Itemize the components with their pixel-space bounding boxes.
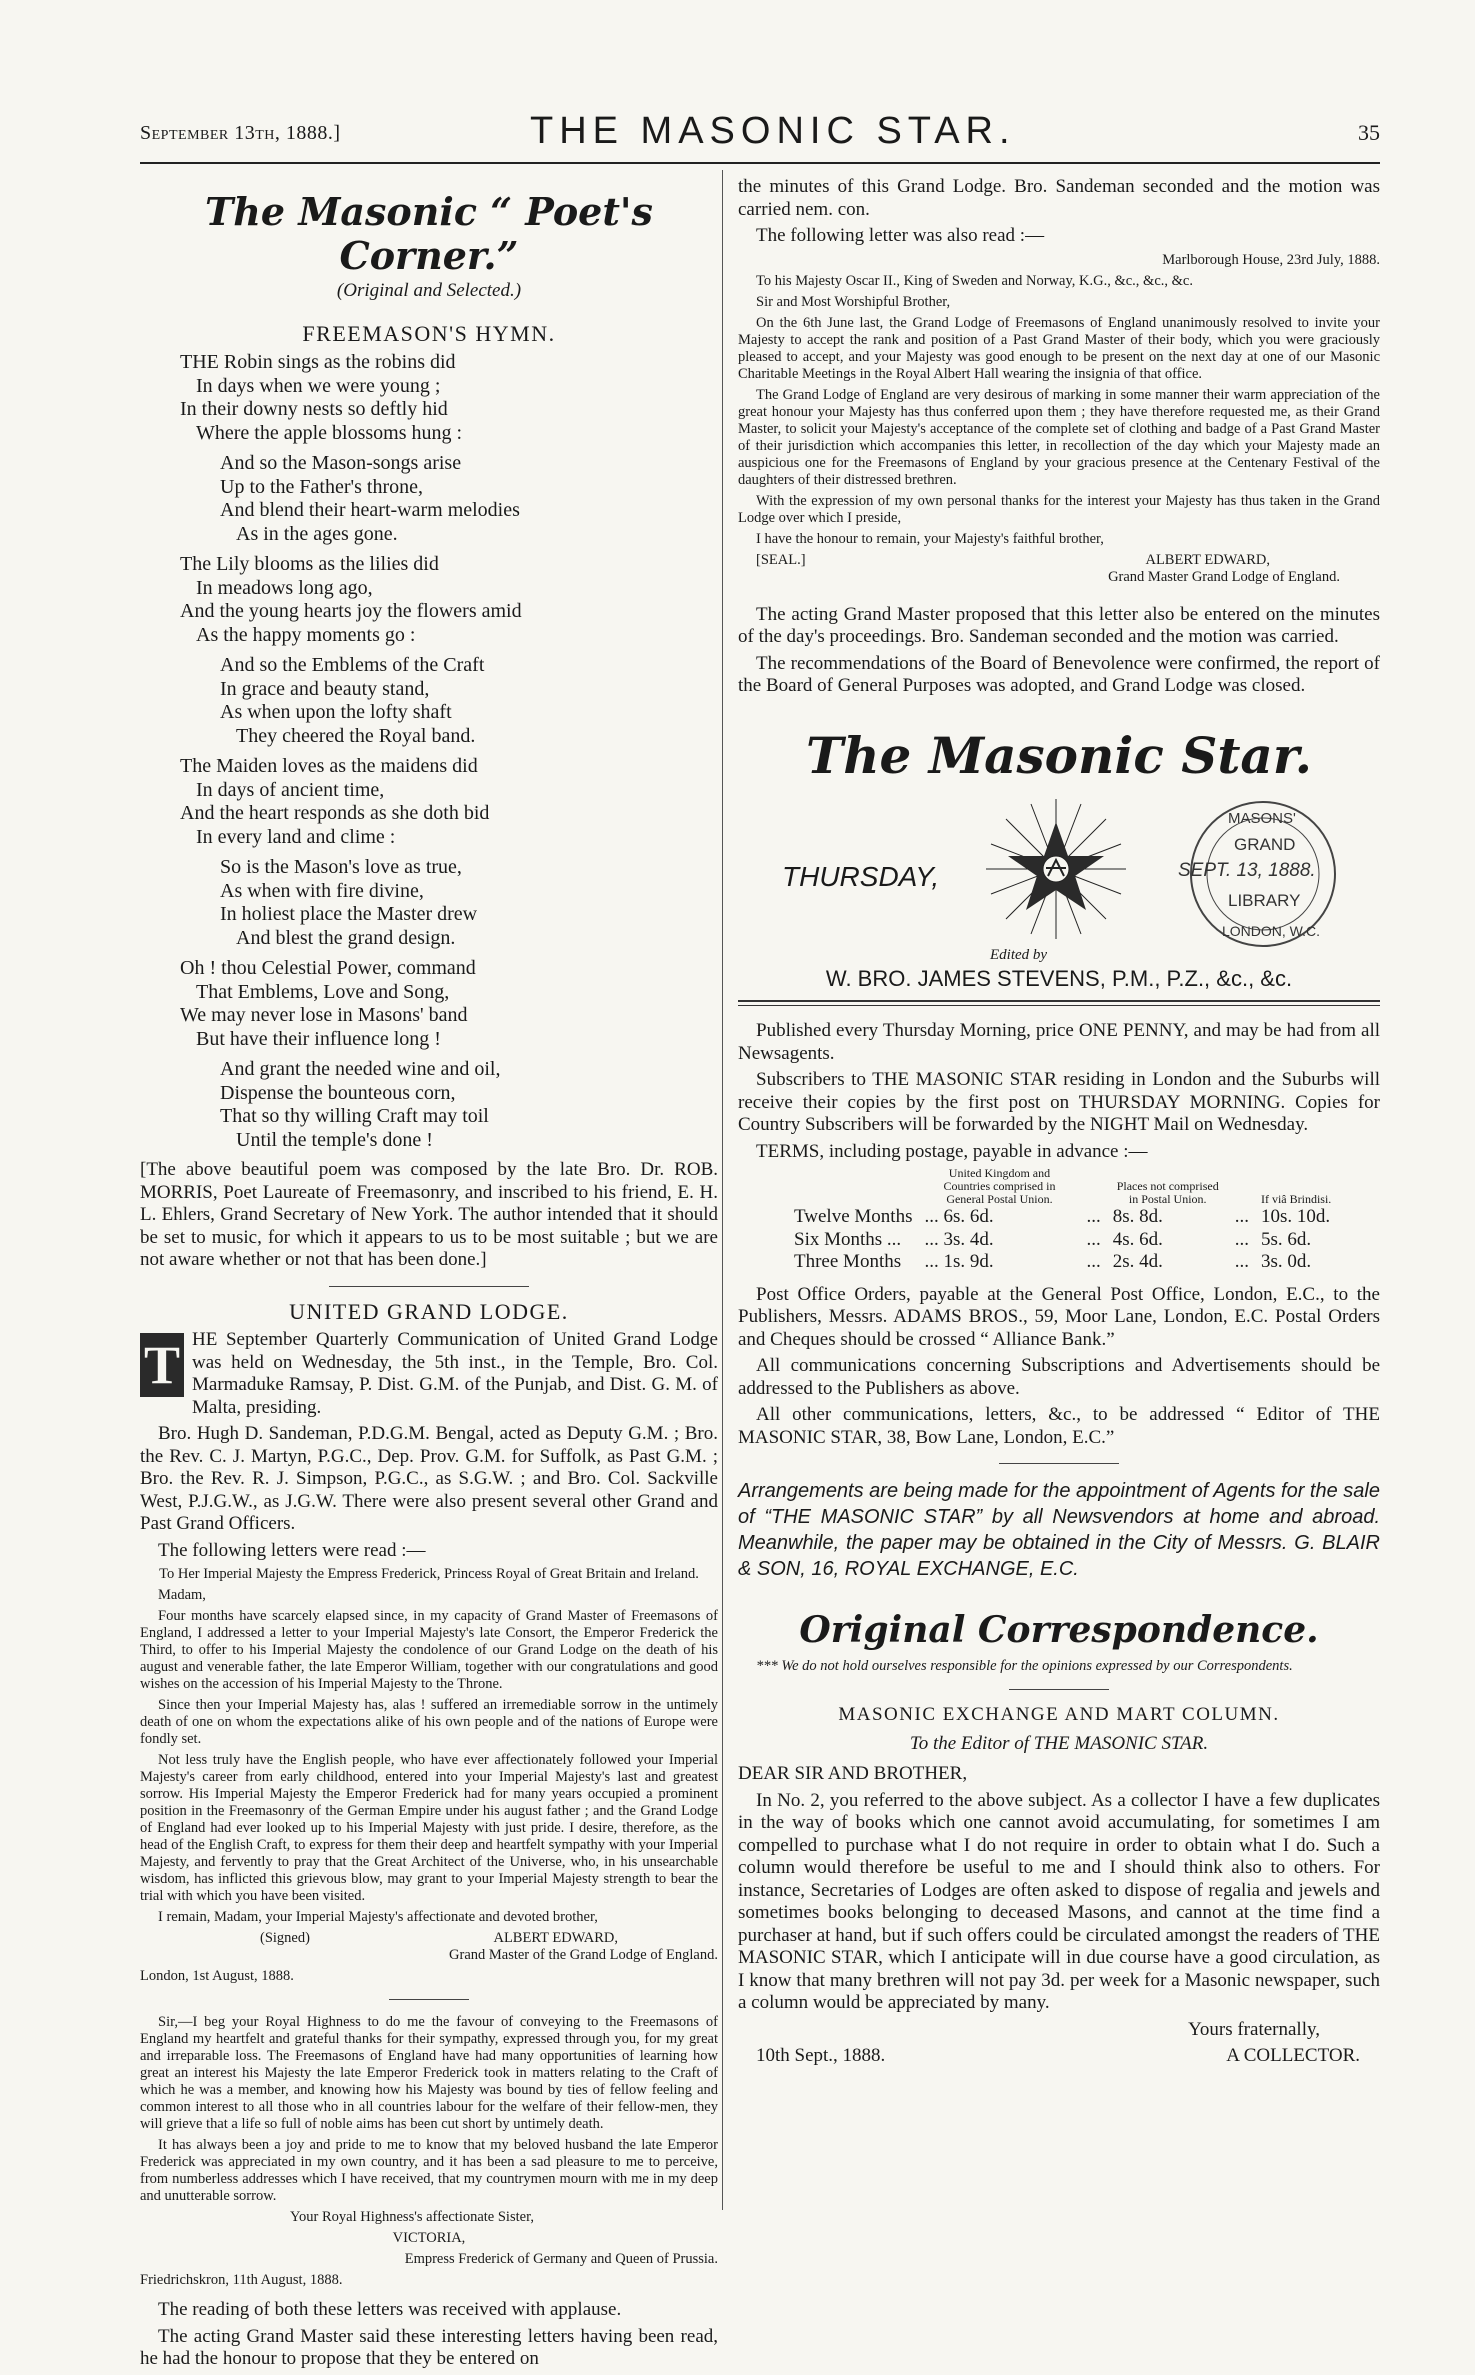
poem-line: In days of ancient time, bbox=[196, 778, 385, 801]
letter-signature bbox=[738, 552, 1380, 569]
rates-cell: ... 6s. 6d. bbox=[924, 1206, 994, 1227]
poem-line: In holiest place the Master drew bbox=[220, 903, 478, 925]
rates-cell: ... bbox=[1086, 1228, 1101, 1250]
section-rule bbox=[329, 1286, 529, 1287]
ugl-paragraph: The following letter was also read :— bbox=[756, 225, 1045, 246]
mart-closing: Yours fraternally, bbox=[1188, 2018, 1320, 2040]
ugl-paragraph: The acting Grand Master proposed that this letter also be entered on the minutes of the day's proceedings. Bro. Sandeman seconded and the motion was carried. bbox=[738, 603, 1380, 647]
poem-line: And grant the needed wine and oil, bbox=[220, 1058, 501, 1080]
issue-date: September 13th, 1888.] bbox=[140, 122, 341, 144]
masthead-row bbox=[738, 794, 1380, 964]
rates-header bbox=[788, 1167, 918, 1206]
section-rule bbox=[999, 1463, 1119, 1464]
stanza bbox=[180, 957, 718, 1051]
poem-note: [The above beautiful poem was composed by the late Bro. Dr. ROB. MORRIS, Poet Laureate of Freemasonry, and inscribed to his friend, E. H. L. Ehlers, Grand Secretary of New York. The author intended that it should be set to music, for which it appears to us to be most suitable ; but we are not aware whether or not that has been done.] bbox=[140, 1159, 718, 1270]
publication-paragraph: All communications concerning Subscriptions and Advertisements should be addressed to the Publishers as above. bbox=[738, 1355, 1380, 1399]
stamp-date: SEPT. 13, 1888. bbox=[1178, 859, 1316, 881]
rates-cell: ... bbox=[1086, 1206, 1101, 1227]
rates-header bbox=[1229, 1167, 1255, 1206]
letter-address: To his Majesty Oscar II., King of Sweden and Norway, K.G., &c., &c., &c. bbox=[756, 272, 1193, 289]
stanza bbox=[180, 553, 718, 647]
letter-closing: Your Royal Highness's affectionate Sister, bbox=[290, 2209, 534, 2225]
signer-name: VICTORIA, bbox=[392, 2230, 466, 2246]
newspaper-title: THE MASONIC STAR. bbox=[530, 110, 1016, 152]
section-rule bbox=[1009, 1689, 1109, 1690]
rates-cell: 3s. 0d. bbox=[1260, 1251, 1312, 1272]
poem-line: And so the Mason-songs arise bbox=[220, 452, 462, 474]
letter-paragraph: Sir,—I beg your Royal Highness to do me the favour of conveying to the Freemasons of England my heartfelt and grateful thanks for their sympathy, expressed through you, for my great and irreparable loss. The Freemasons of England have had many opportunities of learning how great an interest his Majesty the late Emperor Frederick took in matters relating to the Craft of which he was a member, and knowing how his Majesty was bound by ties of fellow feeling and common interest to all those who in all countries labour for the welfare of their fellow-men, they will grieve that a life so full of noble aims has been cut short by untimely death. bbox=[140, 2014, 718, 2132]
stanza bbox=[180, 1058, 718, 1152]
poem-line: Where the apple blossoms hung : bbox=[196, 421, 463, 444]
letter-from-empress bbox=[140, 2014, 718, 2289]
signer-name: ALBERT EDWARD, bbox=[493, 1930, 618, 1946]
publication-paragraph: All other communications, letters, &c., to be addressed “ Editor of THE MASONIC STAR, 38, Bow Lane, London, E.C.” bbox=[738, 1404, 1380, 1448]
poets-corner-subtitle: (Original and Selected.) bbox=[336, 280, 522, 301]
rates-cell: Six Months ... bbox=[794, 1228, 902, 1250]
signer-title: Grand Master of the Grand Lodge of England. bbox=[449, 1947, 718, 1963]
rates-header-row bbox=[788, 1167, 1337, 1206]
letter-closing: I remain, Madam, your Imperial Majesty's affectionate and devoted brother, bbox=[158, 1909, 598, 1925]
poem-line: We may never lose in Masons' band bbox=[180, 1004, 468, 1026]
stanza bbox=[180, 654, 718, 748]
mart-signer: A COLLECTOR. bbox=[1226, 2045, 1360, 2066]
poem-line: In their downy nests so deftly hid bbox=[180, 398, 448, 420]
mart-body: In No. 2, you referred to the above subject. As a collector I have a few duplicates in the way of books which one cannot avoid accumulating, for sometimes I am compelled to purchase what I do not require in order to obtain what I do. Such a column would therefore be useful to me and I should think also to others. For instance, Secretaries of Lodges are often asked to dispose of regalia and jewels and sometimes books belonging to deceased Masons, and cannot at the time find a purchaser at hand, but if such offers could be circulated amongst the readers of THE MASONIC STAR, which I anticipate will in due course have a good circulation, as I know that many brethren will not pay 3d. per week for a Masonic newspaper, such a column would be appreciated by many. bbox=[738, 1789, 1380, 2013]
rates-cell: 10s. 10d. bbox=[1260, 1206, 1331, 1227]
poem-line: The Maiden loves as the maidens did bbox=[180, 755, 478, 777]
editor-name: W. BRO. JAMES STEVENS, P.M., P.Z., &c., &c. bbox=[825, 965, 1293, 991]
rates-header: United Kingdom and Countries comprised in General Postal Union. bbox=[943, 1166, 1056, 1206]
rates-cell: ... bbox=[1086, 1251, 1101, 1272]
library-stamp bbox=[1178, 794, 1348, 954]
publication-paragraph: Subscribers to THE MASONIC STAR residing in London and the Suburbs will receive their copies by the first post on THURSDAY MORNING. Copies for Country Subscribers will be forwarded by the NIGHT Mail on Wednesday. bbox=[738, 1069, 1380, 1135]
poem-line: And so the Emblems of the Craft bbox=[220, 654, 485, 676]
correspondence-disclaimer: *** We do not hold ourselves responsible for the opinions expressed by our Correspondents. bbox=[756, 1658, 1293, 1674]
poem-line: That Emblems, Love and Song, bbox=[196, 980, 450, 1003]
letter-paragraph: The Grand Lodge of England are very desirous of marking in some manner their warm appreciation of the great honour your Majesty has thus conferred upon them ; they have therefore requested me, as their Grand Master, to solicit your Majesty's acceptance of the complete set of clothing and badge of a Past Grand Master of their jurisdiction which accompanies this letter, in recollection of the day which your Majesty made an auspicious one for the Freemasons of England by your gracious presence at the Centenary Festival of the daughters of their distressed brethren. bbox=[738, 386, 1380, 488]
poem-line: So is the Mason's love as true, bbox=[220, 856, 462, 878]
stamp-text-grand: GRAND bbox=[1234, 834, 1296, 854]
stanza bbox=[180, 856, 718, 950]
poem-line: The Lily blooms as the lilies did bbox=[180, 553, 439, 575]
poem-line: And blend their heart-warm melodies bbox=[220, 499, 520, 521]
rates-header bbox=[1080, 1167, 1106, 1206]
stanza bbox=[180, 351, 718, 445]
letter-paragraph: Four months have scarcely elapsed since, in my capacity of Grand Master of Freemasons of England, I addressed a letter to your Imperial Majesty's late Consort, the Emperor Frederick the Third, to offer to his Imperial Majesty the condolence of our Grand Lodge on the death of his august and venerable father, the late Emperor William, together with our congratulations and good wishes on the accession of his Imperial Majesty to the Throne. bbox=[140, 1608, 718, 1692]
letter-signature bbox=[140, 1930, 718, 1947]
rates-row bbox=[788, 1251, 1337, 1274]
letter-to-empress bbox=[140, 1566, 718, 1985]
signed-label: (Signed) bbox=[260, 1930, 310, 1946]
stamp-text-library: LIBRARY bbox=[1228, 890, 1301, 910]
poem-line: They cheered the Royal band. bbox=[236, 724, 476, 747]
ugl-paragraph: HE September Quarterly Communication of United Grand Lodge was held on Wednesday, the 5th inst., in the Temple, Bro. Col. Marmaduke Ramsay, P. Dist. G.M. of the Punjab, and Dist. G. M. of Malta, presiding. bbox=[192, 1329, 718, 1418]
terms-paragraph: TERMS, including postage, payable in advance :— bbox=[756, 1140, 1148, 1162]
letter-salutation: Madam, bbox=[158, 1587, 206, 1603]
signer-title: Grand Master Grand Lodge of England. bbox=[1108, 568, 1340, 585]
hymn-poem bbox=[180, 351, 718, 1152]
mart-date: 10th Sept., 1888. bbox=[756, 2045, 886, 2066]
poem-line: Until the temple's done ! bbox=[236, 1128, 433, 1151]
poem-line: And the young hearts joy the flowers amid bbox=[180, 600, 522, 622]
rates-row bbox=[788, 1229, 1337, 1252]
poem-line: Up to the Father's throne, bbox=[220, 475, 424, 498]
stanza bbox=[180, 452, 718, 546]
rates-header: If viâ Brindisi. bbox=[1260, 1192, 1332, 1206]
stanza bbox=[180, 755, 718, 849]
rates-cell: 8s. 8d. bbox=[1112, 1206, 1163, 1227]
rates-cell: ... 1s. 9d. bbox=[924, 1251, 994, 1272]
rates-row bbox=[788, 1206, 1337, 1229]
rates-cell: Twelve Months bbox=[794, 1206, 913, 1227]
mart-salutation: DEAR SIR AND BROTHER, bbox=[738, 1763, 968, 1784]
original-correspondence-title: Original Correspondence. bbox=[799, 1609, 1319, 1651]
rates-cell: Three Months bbox=[794, 1251, 902, 1272]
letter-paragraph: Not less truly have the English people, who have ever affectionately followed your Imperial Majesty's career from early childhood, entered into your Imperial Majesty's last and greatest sorrow. His Imperial Majesty the Emperor Frederick had for many years occupied a prominent position in the Freemasonry of the German Empire under his august father ; and the Grand Lodge of England had ever looked up to his Imperial Majesty with just pride. I desire, therefore, as the head of the English Craft, to express for them their deep and heartfelt sympathy with your Imperial Majesty, and fervently to pray that the Great Architect of the Universe, who, in his unsearchable wisdom, has inflicted this grievous blow, may grant to your Imperial Majesty strength to bear the trial with which you have been visited. bbox=[140, 1752, 718, 1904]
rates-cell: 4s. 6d. bbox=[1112, 1228, 1163, 1250]
agents-notice: Arrangements are being made for the appointment of Agents for the sale of “THE MASONIC STAR” by all Newsvendors at home and abroad. Meanwhile, the paper may be obtained in the City of Messrs. G. BLAIR & SON, 16, ROYAL EXCHANGE, E.C. bbox=[738, 1480, 1380, 1580]
masthead-double-rule bbox=[738, 1000, 1380, 1006]
poets-corner-title: The Masonic “ Poet's Corner.” bbox=[205, 189, 653, 278]
letter-paragraph: Since then your Imperial Majesty has, alas ! suffered an irremediable sorrow in the untimely death of one on whom the expectations alike of his own people and of the nations of Europe were fondly set. bbox=[140, 1697, 718, 1747]
header-rule bbox=[140, 162, 1380, 164]
stamp-text-top: MASONS' bbox=[1228, 809, 1296, 827]
left-column bbox=[140, 176, 718, 2375]
rates-cell: ... bbox=[1234, 1251, 1249, 1272]
letter-date: London, 1st August, 1888. bbox=[140, 1968, 294, 1984]
seal-label: [SEAL.] bbox=[756, 551, 806, 568]
poem-line: As when with fire divine, bbox=[220, 879, 424, 902]
ugl-paragraph: The acting Grand Master said these interesting letters having been read, he had the honour to propose that they be entered on bbox=[140, 2325, 718, 2369]
poem-line: THE Robin sings as the robins did bbox=[180, 351, 456, 373]
poem-line: And blest the grand design. bbox=[236, 926, 456, 949]
rates-header: Places not comprised in Postal Union. bbox=[1116, 1179, 1219, 1206]
signer-name: ALBERT EDWARD, bbox=[1145, 551, 1270, 568]
right-column bbox=[738, 176, 1380, 2068]
mart-addressee: To the Editor of THE MASONIC STAR. bbox=[909, 1732, 1209, 1754]
hymn-title: FREEMASON'S HYMN. bbox=[302, 320, 556, 346]
mart-signature bbox=[738, 2045, 1380, 2068]
poem-line: In meadows long ago, bbox=[196, 576, 373, 599]
letter-place-date: Marlborough House, 23rd July, 1888. bbox=[1162, 251, 1380, 268]
poem-line: Dispense the bounteous corn, bbox=[220, 1081, 456, 1104]
signer-title: Empress Frederick of Germany and Queen of Prussia. bbox=[404, 2251, 718, 2267]
stamp-text-bottom: LONDON, W.C. bbox=[1222, 922, 1321, 939]
page-number: 35 bbox=[1358, 120, 1380, 145]
letter-closing: I have the honour to remain, your Majesty's faithful brother, bbox=[756, 530, 1104, 547]
mart-column-title: MASONIC EXCHANGE AND MART COLUMN. bbox=[838, 1704, 1280, 1725]
poem-line: In every land and clime : bbox=[196, 825, 396, 848]
poem-line: As when upon the lofty shaft bbox=[220, 701, 452, 723]
letter-date: Friedrichskron, 11th August, 1888. bbox=[140, 2272, 343, 2288]
poem-line: In grace and beauty stand, bbox=[220, 677, 430, 700]
rates-cell: ... 3s. 4d. bbox=[924, 1228, 994, 1250]
rates-cell: ... bbox=[1234, 1228, 1249, 1250]
letter-paragraph: It has always been a joy and pride to me to know that my beloved husband the late Emperor Frederick was appreciated in my own country, and it has been a sad pleasure to me to perceive, from numberless addresses which I have received, that my countrymen mourn with me in my deep and unutterable sorrow. bbox=[140, 2137, 718, 2204]
masthead-title: The Masonic Star. bbox=[806, 725, 1312, 785]
column-divider bbox=[722, 170, 723, 2210]
ugl-paragraph: the minutes of this Grand Lodge. Bro. Sandeman seconded and the motion was carried nem. con. bbox=[738, 176, 1380, 220]
letter-address: To Her Imperial Majesty the Empress Frederick, Princess Royal of Great Britain and Ireland. bbox=[159, 1566, 699, 1582]
poem-line: As the happy moments go : bbox=[196, 623, 416, 646]
drop-cap: T bbox=[140, 1333, 184, 1397]
rates-cell: 5s. 6d. bbox=[1260, 1228, 1312, 1250]
poem-line: But have their influence long ! bbox=[196, 1027, 441, 1050]
rates-cell: ... bbox=[1234, 1206, 1249, 1227]
poem-line: In days when we were young ; bbox=[196, 374, 441, 397]
edited-by-label: Edited by bbox=[990, 946, 1048, 963]
publication-paragraph: Post Office Orders, payable at the General Post Office, London, E.C., to the Publishers, Messrs. ADAMS BROS., 59, Moor Lane, London, E.C. Postal Orders and Cheques should be crossed “ Alliance Bank.” bbox=[738, 1283, 1380, 1350]
united-grand-lodge-title: UNITED GRAND LODGE. bbox=[289, 1298, 569, 1324]
poem-line: Oh ! thou Celestial Power, command bbox=[180, 957, 476, 979]
ugl-paragraph: Bro. Hugh D. Sandeman, P.D.G.M. Bengal, acted as Deputy G.M. ; Bro. the Rev. C. J. Martyn, P.G.C., Dep. Prov. G.M. for Suffolk, as Past G.M. ; Bro. the Rev. R. J. Simpson, P.G.C., as S.G.W. ; and Bro. Col. Sackville West, P.J.G.W., as J.G.W. There were also present several other Grand and Past Grand Officers. bbox=[140, 1423, 718, 1534]
subscription-rates-table bbox=[788, 1167, 1337, 1274]
page-header bbox=[140, 108, 1380, 158]
poem-line: And the heart responds as she doth bid bbox=[180, 802, 490, 824]
ugl-paragraph: The reading of both these letters was received with applause. bbox=[158, 2299, 622, 2320]
letter-paragraph: With the expression of my own personal thanks for the interest your Majesty has thus taken in the Grand Lodge over which I preside, bbox=[738, 492, 1380, 526]
letter-rule bbox=[389, 1999, 469, 2000]
masthead-day: THURSDAY, bbox=[782, 860, 940, 892]
ugl-paragraph: The following letters were read :— bbox=[158, 1539, 426, 1561]
rates-cell: 2s. 4d. bbox=[1112, 1251, 1163, 1272]
ugl-paragraph: The recommendations of the Board of Benevolence were confirmed, the report of the Board of General Purposes was adopted, and Grand Lodge was closed. bbox=[738, 652, 1380, 696]
poem-line: As in the ages gone. bbox=[236, 522, 398, 545]
letter-salutation: Sir and Most Worshipful Brother, bbox=[756, 293, 951, 310]
letter-to-king-oscar bbox=[738, 252, 1380, 586]
letter-paragraph: On the 6th June last, the Grand Lodge of Freemasons of England unanimously resolved to invite your Majesty to accept the rank and position of a Past Grand Master of their body, which you were graciously pleased to accept, and your Majesty was good enough to be present on the next day at one of our Masonic Charitable Meetings in the Royal Albert Hall wearing the insignia of that office. bbox=[738, 314, 1380, 382]
publication-paragraph: Published every Thursday Morning, price ONE PENNY, and may be had from all Newsagents. bbox=[738, 1020, 1380, 1064]
poem-line: That so thy willing Craft may toil bbox=[220, 1105, 489, 1127]
masonic-star-icon bbox=[976, 794, 1136, 944]
